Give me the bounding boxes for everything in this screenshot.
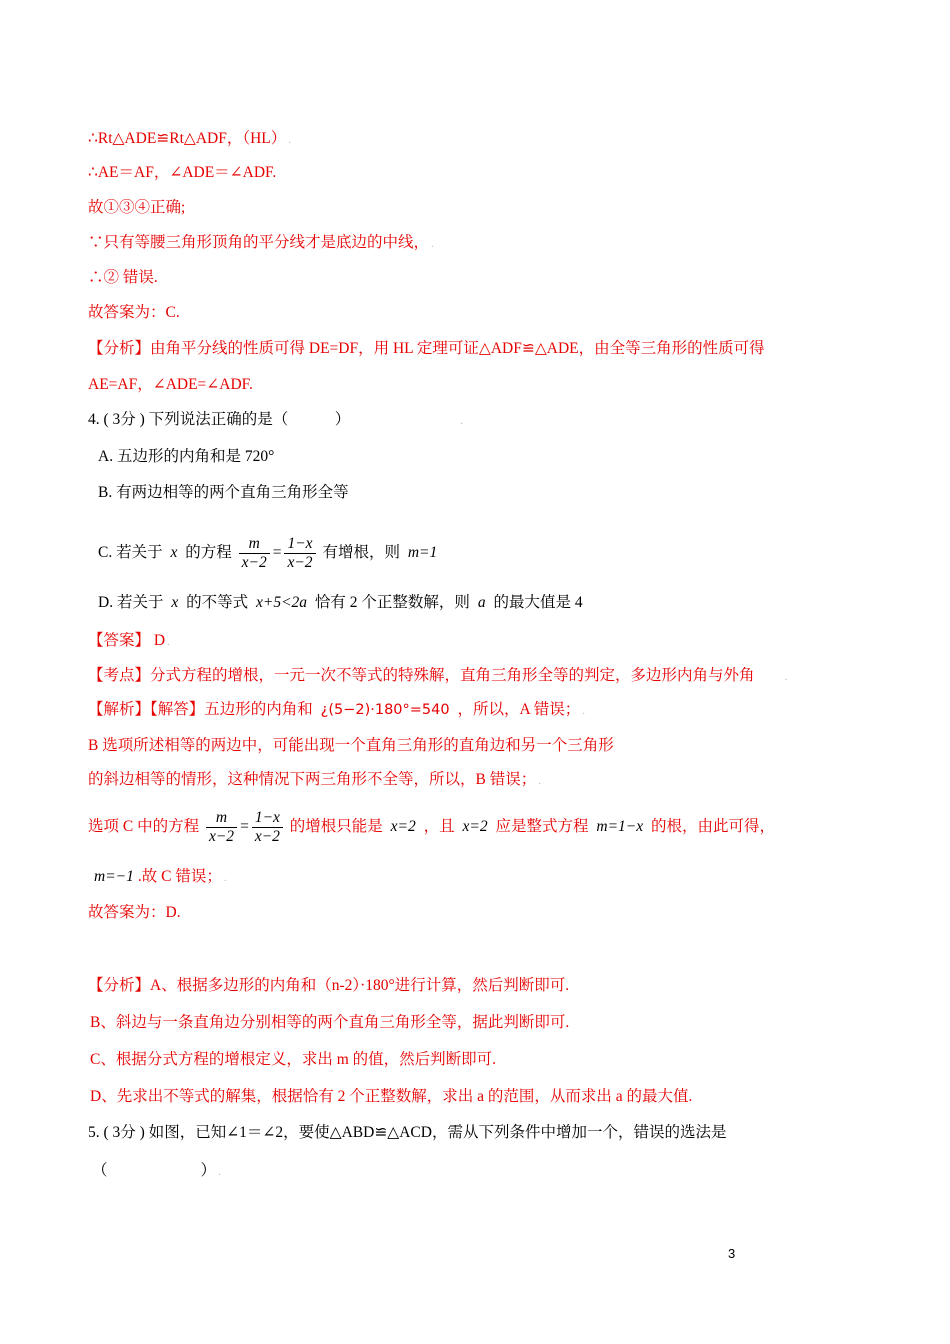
q4-analysis-c: C、根据分式方程的增根定义，求出 m 的值，然后判断即可. [90,1051,497,1068]
q4-answer: 【答案】 D . [88,632,170,649]
question-5-paren: （ ） . [92,1162,221,1179]
answer-line-q3: 故答案为：C. [88,304,180,321]
q4-analysis-a: 【分析】A、根据多边形的内角和（n-2）·180°进行计算，然后判断即可. [88,977,570,994]
q4-option-a: A. 五边形的内角和是 720° [98,448,275,465]
q4-option-b: B. 有两边相等的两个直角三角形全等 [98,484,349,501]
q4-final-answer: 故答案为：D. [88,904,181,921]
fraction-1-minus-x-over-x-minus-2: $\frac{1-x}{x-2}$ [284,535,315,572]
proof-line-3: 故①③④正确; [88,199,186,216]
fraction-m-over-x-minus-2: $\frac{m}{x-2}$ [239,535,270,572]
q4-option-c: C. 若关于 x 的方程 $\frac{m}{x-2}$ = $\frac{1-x}{x-2}$ 有增根，则 m=1 [98,534,438,571]
proof-line-1: ∴Rt△ADE≌Rt△ADF，（HL） . [88,130,292,147]
page-number: 3 [728,1246,736,1261]
question-4-stem: 4. ( 3分 ) 下列说法正确的是（ ） . [88,411,463,428]
proof-line-4: ∵只有等腰三角形顶角的平分线才是底边的中线， . [88,234,434,251]
q4-jiexi-c2: m=−1 .故 C 错误； . [94,868,227,885]
q4-analysis-b: B、斜边与一条直角边分别相等的两个直角三角形全等，据此判断即可. [90,1014,570,1031]
q4-kaodian: 【考点】分式方程的增根，一元一次不等式的特殊解，直角三角形全等的判定，多边形内角与外角 . [88,667,788,684]
proof-line-2: ∴AE＝AF，∠ADE＝∠ADF. [88,164,277,181]
fraction-1-minus-x-over-x-minus-2-b: $\frac{1-x}{x-2}$ [252,809,283,846]
q4-analysis-d: D、先求出不等式的解集，根据恰有 2 个正整数解，求出 a 的范围，从而求出 a 的最大值. [90,1088,693,1105]
q4-jiexi-b2: 的斜边相等的情形，这种情况下两三角形不全等，所以，B 错误； . [88,771,541,788]
q4-option-d: D. 若关于 x 的不等式 x+5<2a 恰有 2 个正整数解，则 a 的最大值是 4 [98,594,583,611]
proof-line-5: ∴② 错误. [88,269,158,286]
q4-jiexi-c1: 选项 C 中的方程 $\frac{m}{x-2}$ = $\frac{1-x}{x-2}$ 的增根只能是 x=2 ，且 x=2 应是整式方程 m=1−x 的根，由此可得， [88,808,776,845]
question-5-stem: 5. ( 3分 ) 如图，已知∠1＝∠2，要使△ABD≌△ACD，需从下列条件中增加一个，错误的选法是 [88,1124,727,1141]
analysis-q3-line1: 【分析】由角平分线的性质可得 DE=DF，用 HL 定理可证△ADF≌△ADE，由全等三角形的性质可得 [88,340,765,357]
q4-jiexi-b1: B 选项所述相等的两边中，可能出现一个直角三角形的直角边和另一个三角形 [88,737,614,754]
q4-jiexi-line1: 【解析】【解答】五边形的内角和 ¿(5−2)·180°=540 ，所以，A 错误； . [88,701,585,718]
fraction-m-over-x-minus-2-b: $\frac{m}{x-2}$ [206,809,237,846]
analysis-q3-line2: AE=AF，∠ADE=∠ADF. [88,376,253,393]
